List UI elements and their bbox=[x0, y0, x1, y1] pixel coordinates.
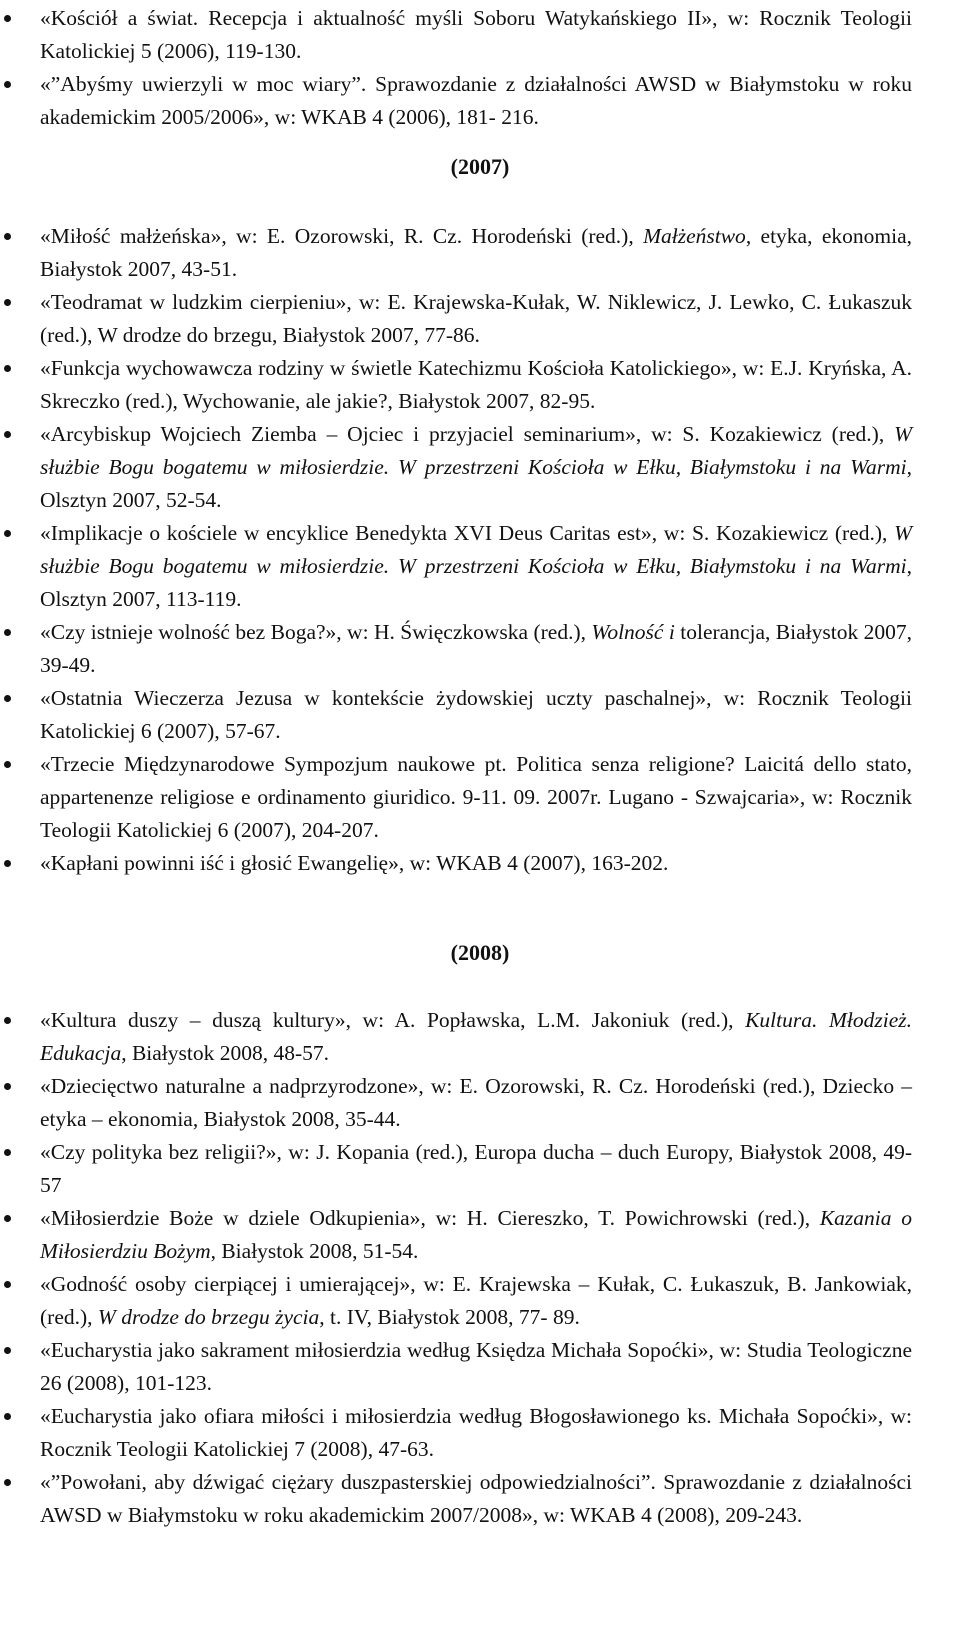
bibliography-list-2007 bbox=[0, 220, 960, 880]
entry-title-italic: Kazania o Miłosierdziu Bożym bbox=[40, 1206, 912, 1263]
entry-text: «Ostatnia Wieczerza Jezusa w kontekście żydowskiej uczty paschalnej», w: Rocznik Teologii Katolickiej 6 (2007), 57-67. bbox=[40, 686, 912, 743]
bibliography-entry bbox=[0, 1268, 960, 1334]
entry-title-italic: Małżeństwo bbox=[643, 224, 746, 248]
year-heading-2007: (2007) bbox=[450, 154, 510, 179]
bibliography-list-2006 bbox=[0, 2, 960, 134]
entry-title-italic: Kultura. Młodzież. Edukacja bbox=[40, 1008, 912, 1065]
entry-text: tolerancja, Białystok 2007, 39-49. bbox=[40, 620, 912, 677]
entry-text: , Białystok 2008, 51-54. bbox=[210, 1239, 419, 1263]
entry-text: «Arcybiskup Wojciech Ziemba – Ojciec i przyjaciel seminarium», w: S. Kozakiewicz (red.), bbox=[40, 422, 895, 446]
entry-text: , Olsztyn 2007, 113-119. bbox=[40, 554, 912, 611]
entry-text: «Kościół a świat. Recepcja i aktualność myśli Soboru Watykańskiego II», w: Rocznik Teologii Katolickiej 5 (2006), 119-130. bbox=[40, 6, 912, 63]
entry-text: , Olsztyn 2007, 52-54. bbox=[40, 455, 912, 512]
entry-text: , Białystok 2008, 48-57. bbox=[121, 1041, 330, 1065]
entry-text: «Funkcja wychowawcza rodziny w świetle Katechizmu Kościoła Katolickiego», w: E.J. Kryńska, A. Skreczko (red.), Wychowanie, ale jakie?, Białystok 2007, 82-95. bbox=[40, 356, 912, 413]
entry-text: «Czy istnieje wolność bez Boga?», w: H. Święczkowska (red.), bbox=[40, 620, 592, 644]
entry-text: «Miłość małżeńska», w: E. Ozorowski, R. Cz. Horodeński (red.), bbox=[40, 224, 644, 248]
bibliography-entry bbox=[0, 748, 960, 847]
bibliography-entry bbox=[0, 616, 960, 682]
entry-title-italic: W służbie Bogu bogatemu w miłosierdzie. W przestrzeni Kościoła w Ełku, Białymstoku i na Warmi bbox=[40, 422, 912, 479]
entry-text: «Godność osoby cierpiącej i umierającej», w: E. Krajewska – Kułak, C. Łukaszuk, B. Jankowiak, (red.), bbox=[40, 1272, 912, 1329]
bibliography-entry bbox=[0, 286, 960, 352]
bibliography-entry bbox=[0, 847, 960, 880]
entry-text: «Eucharystia jako ofiara miłości i miłosierdzia według Błogosławionego ks. Michała Sopoćki», w: Rocznik Teologii Katolickiej 7 (2008), 47-63. bbox=[40, 1404, 912, 1461]
bibliography-entry bbox=[0, 1466, 960, 1532]
bibliography-entry bbox=[0, 1004, 960, 1070]
bibliography-entry bbox=[0, 1400, 960, 1466]
entry-text: , etyka, ekonomia, Białystok 2007, 43-51. bbox=[40, 224, 912, 281]
entry-text: «Miłosierdzie Boże w dziele Odkupienia», w: H. Ciereszko, T. Powichrowski (red.), bbox=[40, 1206, 820, 1230]
year-heading-2008: (2008) bbox=[450, 940, 510, 965]
entry-text: «”Abyśmy uwierzyli w moc wiary”. Sprawozdanie z działalności AWSD w Białymstoku w roku akademickim 2005/2006», w: WKAB 4 (2006), 181- 216. bbox=[40, 72, 912, 129]
bibliography-entry bbox=[0, 2, 960, 68]
entry-text: «Teodramat w ludzkim cierpieniu», w: E. Krajewska-Kułak, W. Niklewicz, J. Lewko, C. Łukaszuk (red.), W drodze do brzegu, Białystok 2007, 77-86. bbox=[40, 290, 912, 347]
bibliography-entry bbox=[0, 418, 960, 517]
bibliography-entry bbox=[0, 1070, 960, 1136]
bibliography-entry bbox=[0, 68, 960, 134]
bibliography-entry bbox=[0, 352, 960, 418]
entry-text: , t. IV, Białystok 2008, 77- 89. bbox=[319, 1305, 580, 1329]
entry-text: «Implikacje o kościele w encyklice Benedykta XVI Deus Caritas est», w: S. Kozakiewicz (red.), bbox=[40, 521, 895, 545]
entry-text: «Kapłani powinni iść i głosić Ewangelię», w: WKAB 4 (2007), 163-202. bbox=[40, 851, 669, 875]
entry-title-italic: W służbie Bogu bogatemu w miłosierdzie. W przestrzeni Kościoła w Ełku, Białymstoku i na Warmi bbox=[40, 521, 912, 578]
entry-text: «Czy polityka bez religii?», w: J. Kopania (red.), Europa ducha – duch Europy, Białystok 2008, 49- 57 bbox=[40, 1140, 912, 1197]
bibliography-entry bbox=[0, 1334, 960, 1400]
entry-title-italic: Wolność i bbox=[591, 620, 675, 644]
entry-text: «Trzecie Międzynarodowe Sympozjum naukowe pt. Politica senza religione? Laicitá dello stato, appartenenze religiose e ordinamento giuridico. 9-11. 09. 2007r. Lugano - Szwajcaria», w: Rocznik Teologii Katolickiej 6 (2007), 204-207. bbox=[40, 752, 912, 842]
bibliography-entry bbox=[0, 1202, 960, 1268]
entry-title-italic: W drodze do brzegu życia bbox=[97, 1305, 320, 1329]
bibliography-entry bbox=[0, 1136, 960, 1202]
bibliography-entry bbox=[0, 220, 960, 286]
entry-text: «”Powołani, aby dźwigać ciężary duszpasterskiej odpowiedzialności”. Sprawozdanie z działalności AWSD w Białymstoku w roku akademickim 2007/2008», w: WKAB 4 (2008), 209-243. bbox=[40, 1470, 912, 1527]
entry-text: «Kultura duszy – duszą kultury», w: A. Popławska, L.M. Jakoniuk (red.), bbox=[40, 1008, 746, 1032]
entry-text: «Dziecięctwo naturalne a nadprzyrodzone», w: E. Ozorowski, R. Cz. Horodeński (red.), Dziecko – etyka – ekonomia, Białystok 2008, 35-44. bbox=[40, 1074, 912, 1131]
entry-text: «Eucharystia jako sakrament miłosierdzia według Księdza Michała Sopoćki», w: Studia Teologiczne 26 (2008), 101-123. bbox=[40, 1338, 912, 1395]
bibliography-entry bbox=[0, 517, 960, 616]
bibliography-entry bbox=[0, 682, 960, 748]
bibliography-list-2008 bbox=[0, 1004, 960, 1532]
